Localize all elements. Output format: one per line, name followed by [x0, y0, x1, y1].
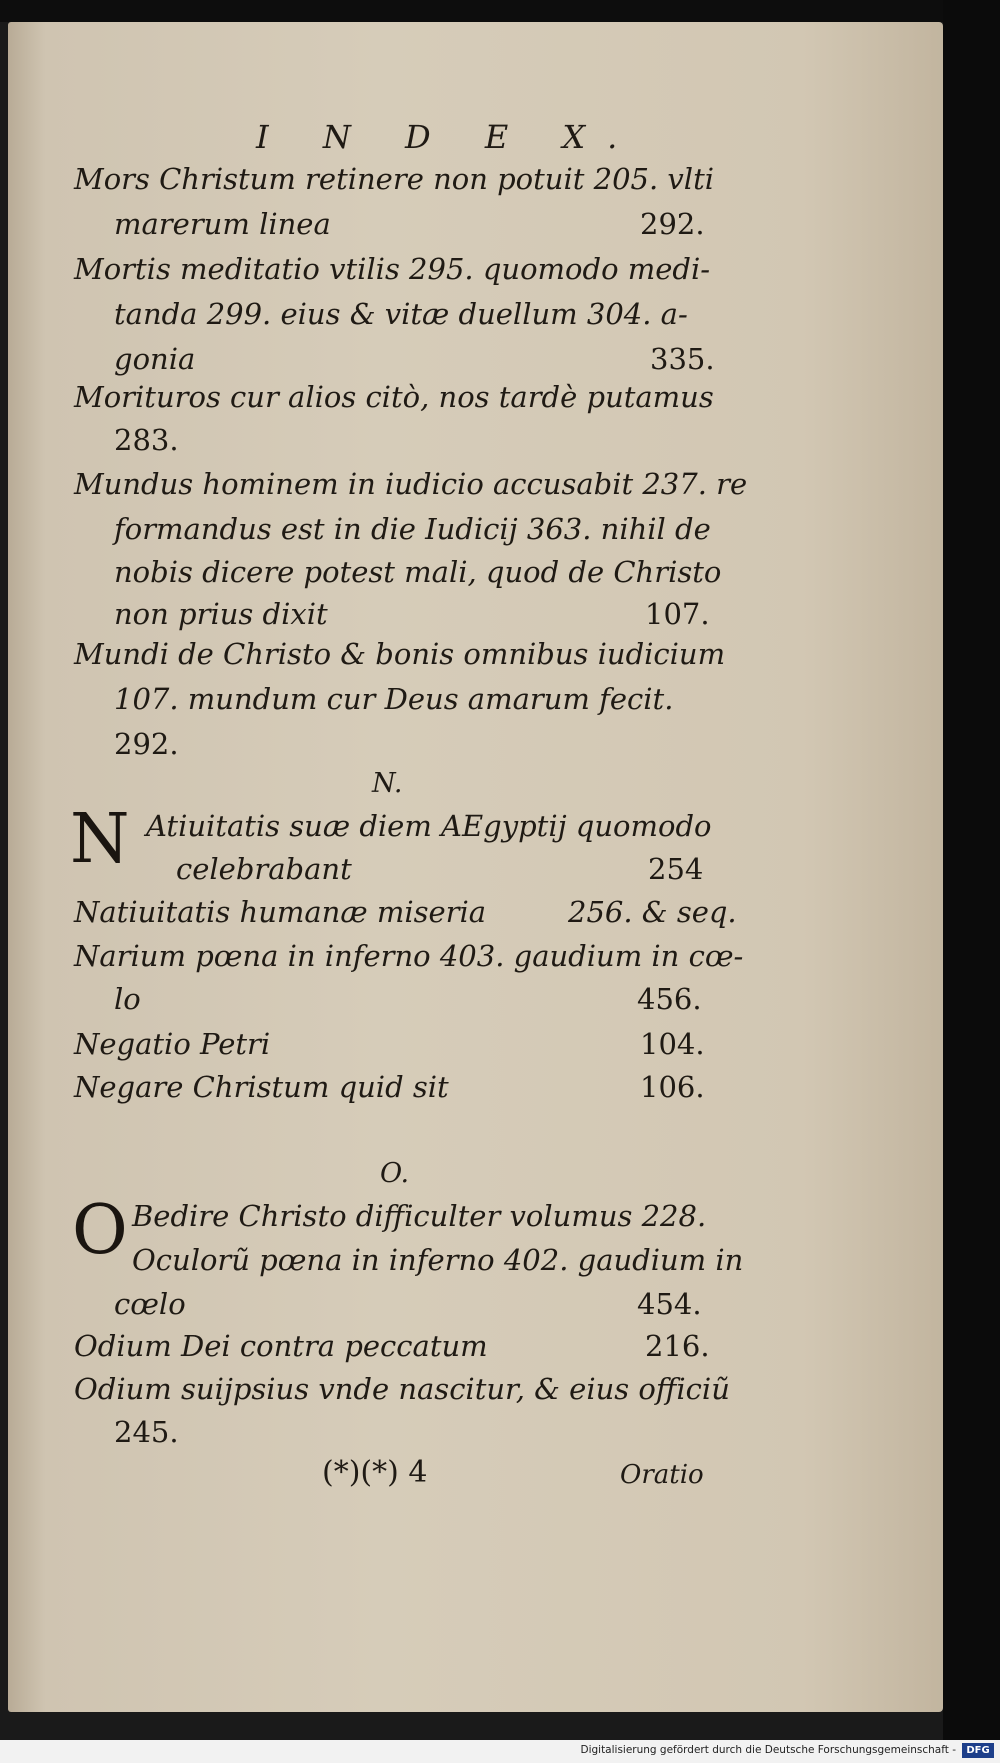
section-letter: O. [380, 1158, 410, 1189]
index-line: gonia [114, 342, 196, 376]
index-line: Negatio Petri [74, 1027, 271, 1061]
index-line: Mortis meditatio vtilis 295. quomodo medi- [74, 252, 711, 286]
index-line: celebrabant [176, 852, 352, 886]
index-line: cœlo [114, 1287, 186, 1321]
index-line: lo [114, 982, 141, 1016]
drop-capital: O [72, 1191, 128, 1270]
index-line: Natiuitatis humanæ miseria [74, 895, 487, 929]
index-line: 216. [645, 1329, 710, 1363]
index-line: 292. [114, 727, 179, 761]
top-scan-border [0, 0, 1000, 22]
index-line: Atiuitatis suæ diem AEgyptij quomodo [146, 809, 712, 843]
index-line: 335. [650, 342, 715, 376]
index-line: Morituros cur alios citò, nos tardè putamus [74, 380, 714, 414]
index-line: Odium suijpsius vnde nascitur, & eius officiũ [74, 1372, 730, 1406]
index-line: Bedire Christo difficulter volumus 228. [132, 1199, 707, 1233]
index-line: Mundus hominem in iudicio accusabit 237. re [74, 467, 748, 501]
index-line: 106. [640, 1070, 705, 1104]
digitization-footer [0, 1740, 1000, 1763]
catchword: Oratio [620, 1460, 704, 1490]
index-line: Mundi de Christo & bonis omnibus iudicium [74, 637, 726, 671]
index-line: tanda 299. eius & vitæ duellum 304. a- [114, 297, 688, 331]
section-letter: N. [372, 768, 403, 799]
index-line: 456. [637, 982, 702, 1016]
index-line: Narium pœna in inferno 403. gaudium in cœ- [74, 939, 744, 973]
index-line: 292. [640, 207, 705, 241]
right-scan-border [943, 0, 1000, 1763]
index-line: 256. & seq. [568, 895, 737, 929]
index-line: 104. [640, 1027, 705, 1061]
drop-capital: N [70, 800, 130, 879]
page-heading: I N D E X. [256, 118, 640, 156]
index-line: 254 [648, 852, 704, 886]
index-line: 454. [637, 1287, 702, 1321]
index-line: 283. [114, 423, 179, 457]
index-line: nobis dicere potest mali, quod de Christo [114, 555, 722, 589]
footer-credit: Digitalisierung gefördert durch die Deutsche Forschungsgemeinschaft - [580, 1744, 956, 1756]
dfg-logo: DFG [962, 1743, 994, 1758]
index-line: formandus est in die Iudicij 363. nihil de [114, 512, 711, 546]
index-line: Odium Dei contra peccatum [74, 1329, 488, 1363]
index-line: non prius dixit [114, 597, 328, 631]
index-line: Oculorũ pœna in inferno 402. gaudium in [132, 1243, 744, 1277]
index-line: Mors Christum retinere non potuit 205. vlti [74, 162, 714, 196]
index-line: 245. [114, 1415, 179, 1449]
index-line: 107. mundum cur Deus amarum fecit. [114, 682, 674, 716]
index-line: Negare Christum quid sit [74, 1070, 449, 1104]
signature-mark: (*)(*) 4 [322, 1455, 428, 1490]
index-line: 107. [645, 597, 710, 631]
index-line: marerum linea [114, 207, 331, 241]
